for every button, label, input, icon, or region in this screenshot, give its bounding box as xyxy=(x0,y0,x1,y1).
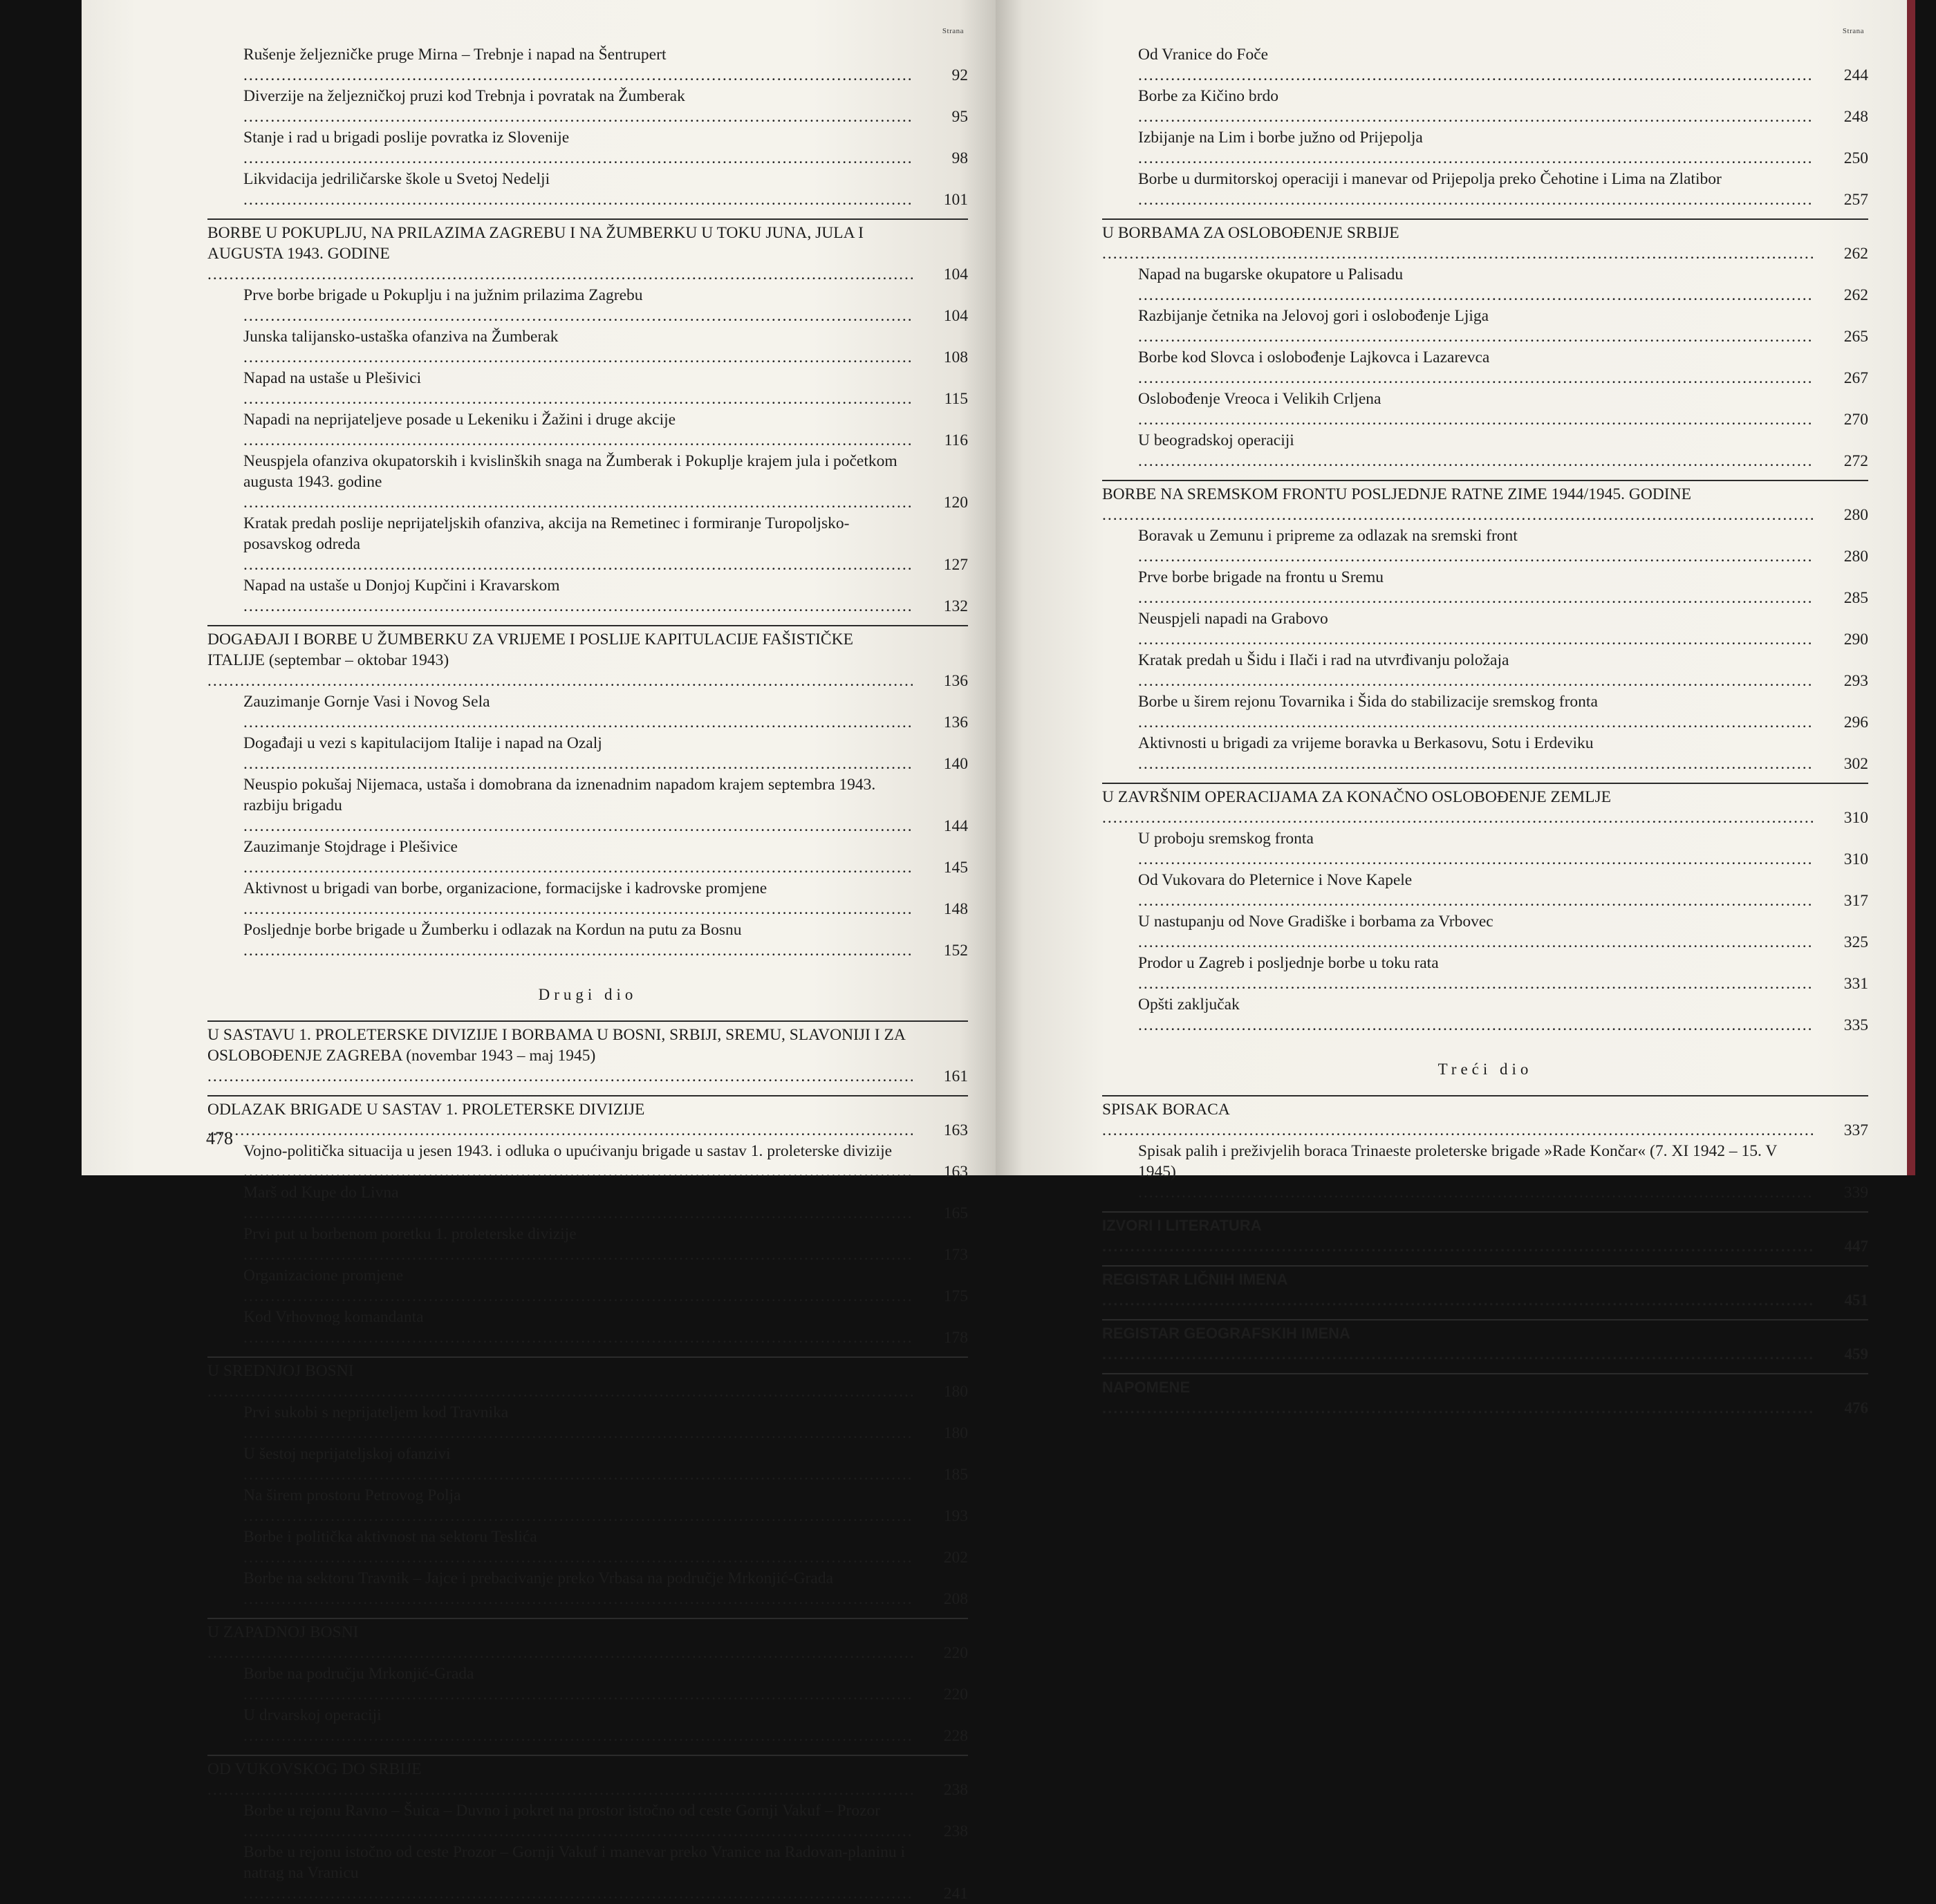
toc-entry-title: Stanje i rad u brigadi poslije povratka iz Slovenije xyxy=(243,129,570,147)
section-heading-page: 310 xyxy=(1843,809,1868,827)
toc-entry xyxy=(207,1224,968,1265)
toc-entry-title: Borbe u širem rejonu Tovarnika i Šida do stabilizacije sremskog fronta xyxy=(1138,693,1598,711)
toc-entry xyxy=(1102,389,1868,430)
toc-entry-title: Borbe u rejonu istočno od ceste Prozor – Gornji Vakuf i manevar preko Vranice na Radovan-planinu i natrag na Vranicu xyxy=(243,1843,906,1882)
section-heading-page: 104 xyxy=(943,265,968,283)
toc-entry-title: Diverzije na željezničkoj pruzi kod Trebnja i povratak na Žumberak xyxy=(243,87,685,105)
back-matter-entry-title: REGISTAR GEOGRAFSKIH IMENA xyxy=(1102,1325,1350,1342)
toc-entry-page: 116 xyxy=(944,431,968,449)
back-matter-entry-page: 459 xyxy=(1844,1345,1868,1363)
toc-entry-page: 165 xyxy=(943,1204,968,1222)
toc-entry-page: 173 xyxy=(943,1246,968,1264)
toc-entry-page: 193 xyxy=(943,1507,968,1525)
toc-section xyxy=(1102,44,1868,210)
back-matter-entry xyxy=(1102,1319,1868,1365)
toc-entry-page: 331 xyxy=(1843,975,1868,993)
toc-section xyxy=(1102,1095,1868,1203)
toc-entry-page: 208 xyxy=(943,1590,968,1608)
toc-entry-title: Prodor u Zagreb i posljednje borbe u toku rata xyxy=(1138,954,1439,972)
toc-entry xyxy=(1102,911,1868,953)
section-heading xyxy=(1102,480,1868,525)
toc-entry-title: Razbijanje četnika na Jelovoj gori i oslobođenje Ljiga xyxy=(1138,307,1489,325)
toc-entry-page: 280 xyxy=(1843,548,1868,566)
toc-entry-page: 296 xyxy=(1843,713,1868,731)
toc-entry xyxy=(207,1663,968,1705)
toc-entry-title: Napadi na neprijateljeve posade u Lekeniku i Žažini i druge akcije xyxy=(243,411,676,429)
toc-section xyxy=(207,44,968,210)
toc-entry xyxy=(207,44,968,86)
toc-entry-page: 262 xyxy=(1843,286,1868,304)
back-matter-entry-title: REGISTAR LIČNIH IMENA xyxy=(1102,1271,1288,1288)
toc-entry-title: U šestoj neprijateljskoj ofanzivi xyxy=(243,1445,451,1463)
toc-entry-title: Neuspjeli napadi na Grabovo xyxy=(1138,610,1328,628)
toc-entry-page: 325 xyxy=(1843,933,1868,951)
toc-entry xyxy=(1102,264,1868,306)
toc-entry-page: 95 xyxy=(951,108,968,126)
toc-entry xyxy=(1102,1141,1868,1203)
toc-entry xyxy=(207,285,968,326)
toc-entry-title: Neuspjela ofanziva okupatorskih i kvislinških snaga na Žumberak i Pokuplje krajem jula i početkom augusta 1943. godine xyxy=(243,452,897,491)
toc-entry xyxy=(1102,169,1868,210)
toc-entry-page: 140 xyxy=(943,755,968,773)
toc-entry-title: Organizacione promjene xyxy=(243,1267,404,1285)
toc-entry-page: 285 xyxy=(1843,589,1868,607)
toc-entry-page: 220 xyxy=(943,1686,968,1704)
toc-entry-page: 248 xyxy=(1843,108,1868,126)
toc-entry-title: Prvi sukobi s neprijateljem kod Travnika xyxy=(243,1403,509,1421)
toc-entry xyxy=(1102,430,1868,472)
toc-entry xyxy=(207,1182,968,1224)
section-heading-title: BORBE NA SREMSKOM FRONTU POSLJEDNJE RATNE ZIME 1944/1945. GODINE xyxy=(1102,485,1691,503)
section-heading xyxy=(207,1618,968,1663)
section-heading-page: 180 xyxy=(943,1383,968,1401)
toc-entry-page: 270 xyxy=(1843,411,1868,429)
toc-entry-title: Borbe za Kičino brdo xyxy=(1138,87,1278,105)
toc-entry-page: 101 xyxy=(943,191,968,209)
strana-label: Strana xyxy=(942,27,964,35)
toc-entry-title: Neuspio pokušaj Nijemaca, ustaša i domobrana da iznenadnim napadom krajem septembra 1943. razbiju brigadu xyxy=(243,776,876,814)
toc-entry xyxy=(207,368,968,409)
toc-entry xyxy=(207,837,968,878)
strana-label: Strana xyxy=(1842,27,1864,35)
toc-entry xyxy=(1102,953,1868,994)
section-heading-page: 220 xyxy=(943,1644,968,1662)
toc-entry-page: 108 xyxy=(943,348,968,366)
toc-entry-page: 175 xyxy=(943,1287,968,1305)
toc-entry-page: 145 xyxy=(943,859,968,877)
toc-entry xyxy=(207,86,968,127)
section-heading-title: ODLAZAK BRIGADE U SASTAV 1. PROLETERSKE DIVIZIJE xyxy=(207,1101,645,1119)
toc-entry-title: U beogradskoj operaciji xyxy=(1138,431,1294,449)
toc-entry xyxy=(1102,567,1868,608)
section-heading-title: SPISAK BORACA xyxy=(1102,1101,1230,1119)
section-heading-title: DOGAĐAJI I BORBE U ŽUMBERKU ZA VRIJEME I POSLIJE KAPITULACIJE FAŠISTIČKE ITALIJE (septembar – oktobar 1943) xyxy=(207,631,853,669)
toc-entry xyxy=(1102,870,1868,911)
toc-section xyxy=(207,1356,968,1609)
toc-entry xyxy=(1102,650,1868,691)
section-heading-page: 161 xyxy=(943,1067,968,1085)
toc-entry-title: Junska talijansko-ustaška ofanziva na Žumberak xyxy=(243,328,559,346)
toc-entry-page: 178 xyxy=(943,1329,968,1347)
toc-entry-title: Zauzimanje Stojdrage i Plešivice xyxy=(243,838,458,856)
toc-entry-title: Kratak predah u Šidu i Ilači i rad na utvrđivanju položaja xyxy=(1138,651,1509,669)
toc-entry-title: Borbe u rejonu Ravno – Šuica – Duvno i pokret na prostor istočno od ceste Gornji Vakuf – Prozor xyxy=(243,1802,881,1820)
toc-entry xyxy=(207,169,968,210)
toc-entry-title: Napad na bugarske okupatore u Palisadu xyxy=(1138,265,1404,283)
toc-entry xyxy=(1102,347,1868,389)
toc-entry-page: 302 xyxy=(1843,755,1868,773)
back-matter-entry-page: 451 xyxy=(1844,1291,1868,1309)
toc-section xyxy=(1102,218,1868,472)
toc-entry-title: Prvi put u borbenom poretku 1. proleterske divizije xyxy=(243,1225,577,1243)
toc-entry-title: Prve borbe brigade u Pokuplju i na južnim prilazima Zagrebu xyxy=(243,286,643,304)
toc-section xyxy=(207,1755,968,1904)
toc-entry-page: 250 xyxy=(1843,149,1868,167)
toc-entry-title: Spisak palih i preživjelih boraca Trinaeste proleterske brigade »Rade Končar« (7. XI 1942 – 15. V 1945) xyxy=(1138,1142,1777,1181)
toc-entry-title: Borbe kod Slovca i oslobođenje Lajkovca i Lazarevca xyxy=(1138,348,1490,366)
toc-entry xyxy=(1102,691,1868,733)
toc-entry-page: 152 xyxy=(943,942,968,960)
toc-entry-title: Posljednje borbe brigade u Žumberku i odlazak na Kordun na putu za Bosnu xyxy=(243,921,742,939)
toc-entry-title: Borbe i politička aktivnost na sektoru Teslića xyxy=(243,1528,537,1546)
toc-entry-page: 144 xyxy=(943,817,968,835)
section-heading-title: OD VUKOVSKOG DO SRBIJE xyxy=(207,1760,422,1778)
back-matter-section xyxy=(1102,1373,1868,1419)
toc-entry-title: Vojno-politička situacija u jesen 1943. i odluka o upućivanju brigade u sastav 1. proleterske divizije xyxy=(243,1142,893,1160)
section-heading-title: U ZAVRŠNIM OPERACIJAMA ZA KONAČNO OSLOBOĐENJE ZEMLJE xyxy=(1102,788,1611,806)
section-heading-title: BORBE U POKUPLJU, NA PRILAZIMA ZAGREBU I NA ŽUMBERKU U TOKU JUNA, JULA I AUGUSTA 1943. GODINE xyxy=(207,224,864,263)
back-matter-entry-title: NAPOMENE xyxy=(1102,1379,1191,1396)
toc-entry-title: Aktivnost u brigadi van borbe, organizacione, formacijske i kadrovske promjene xyxy=(243,879,767,897)
toc-entry xyxy=(207,1485,968,1527)
toc-entry-title: U nastupanju od Nove Gradiške i borbama za Vrbovec xyxy=(1138,913,1493,931)
toc-entry-page: 272 xyxy=(1843,452,1868,470)
toc-entry xyxy=(207,1444,968,1485)
section-heading xyxy=(1102,783,1868,828)
toc-entry xyxy=(207,513,968,575)
left-page xyxy=(82,0,996,1903)
section-heading xyxy=(207,218,968,285)
toc-entry xyxy=(207,1705,968,1746)
part-heading: Treći dio xyxy=(1437,1061,1533,1078)
toc-entry-title: Rušenje željezničke pruge Mirna – Trebnje i napad na Šentrupert xyxy=(243,46,667,64)
toc-entry-page: 317 xyxy=(1843,892,1868,910)
back-matter-entry xyxy=(1102,1211,1868,1257)
toc-entry xyxy=(207,1842,968,1904)
toc-entry-page: 132 xyxy=(943,597,968,615)
toc-entry-page: 265 xyxy=(1843,328,1868,346)
toc-entry-title: Napad na ustaše u Plešivici xyxy=(243,369,422,387)
part-heading: Drugi dio xyxy=(538,986,637,1003)
toc-entry-page: 148 xyxy=(943,900,968,918)
toc-entry-page: 244 xyxy=(1843,66,1868,84)
toc-entry-page: 136 xyxy=(943,713,968,731)
toc-entry-title: Oslobođenje Vreoca i Velikih Crljena xyxy=(1138,390,1381,408)
toc-entry-title: Na širem prostoru Petrovog Polja xyxy=(243,1486,461,1504)
right-toc xyxy=(1102,26,1868,1419)
toc-entry-page: 92 xyxy=(951,66,968,84)
section-heading xyxy=(1102,218,1868,264)
toc-entry-title: Kod Vrhovnog komandanta xyxy=(243,1308,424,1326)
section-heading-title: U BORBAMA ZA OSLOBOĐENJE SRBIJE xyxy=(1102,224,1399,242)
toc-entry xyxy=(207,1307,968,1348)
toc-entry-page: 310 xyxy=(1843,850,1868,868)
toc-entry-page: 104 xyxy=(943,307,968,325)
toc-entry-title: Marš od Kupe do Livna xyxy=(243,1184,399,1202)
toc-entry xyxy=(207,1800,968,1842)
toc-entry-page: 120 xyxy=(943,494,968,512)
toc-entry-page: 257 xyxy=(1843,191,1868,209)
back-matter-entry xyxy=(1102,1265,1868,1311)
toc-entry-title: U proboju sremskog fronta xyxy=(1138,830,1314,848)
toc-entry-title: Borbe na području Mrkonjić-Grada xyxy=(243,1665,474,1683)
toc-entry xyxy=(207,774,968,837)
toc-entry-title: Od Vranice do Foče xyxy=(1138,46,1269,64)
toc-entry xyxy=(207,409,968,451)
toc-entry-page: 293 xyxy=(1843,672,1868,690)
toc-entry xyxy=(207,1402,968,1444)
toc-section xyxy=(207,1095,968,1348)
toc-entry-title: Opšti zaključak xyxy=(1138,996,1240,1014)
toc-section xyxy=(1102,480,1868,774)
toc-entry xyxy=(207,326,968,368)
toc-entry-page: 267 xyxy=(1843,369,1868,387)
toc-entry-page: 185 xyxy=(943,1466,968,1484)
section-heading xyxy=(1102,1095,1868,1141)
toc-entry-title: Od Vukovara do Pleternice i Nove Kapele xyxy=(1138,871,1413,889)
toc-entry xyxy=(207,1265,968,1307)
toc-section xyxy=(207,625,968,961)
toc-entry xyxy=(207,451,968,513)
toc-entry xyxy=(207,1527,968,1568)
right-page xyxy=(996,0,1907,1417)
toc-entry-page: 241 xyxy=(943,1885,968,1903)
toc-entry-page: 228 xyxy=(943,1727,968,1745)
toc-entry xyxy=(207,1141,968,1182)
left-toc xyxy=(207,26,968,1904)
toc-entry-page: 115 xyxy=(944,390,968,408)
toc-entry-title: Prve borbe brigade na frontu u Sremu xyxy=(1138,568,1384,586)
toc-entry xyxy=(207,878,968,920)
toc-entry xyxy=(1102,306,1868,347)
page-number: 478 xyxy=(206,1128,233,1148)
toc-entry xyxy=(207,733,968,774)
toc-entry-page: 180 xyxy=(943,1424,968,1442)
toc-entry-title: Kratak predah poslije neprijateljskih ofanziva, akcija na Remetinec i formiranje Turopoljsko-posavskog odreda xyxy=(243,514,850,553)
back-matter-section xyxy=(1102,1265,1868,1311)
toc-entry xyxy=(1102,608,1868,650)
toc-entry-page: 98 xyxy=(951,149,968,167)
back-matter-entry-page: 476 xyxy=(1844,1399,1868,1417)
toc-entry-title: Boravak u Zemunu i pripreme za odlazak na sremski front xyxy=(1138,527,1518,545)
toc-entry xyxy=(1102,86,1868,127)
toc-entry xyxy=(207,575,968,617)
back-matter-section xyxy=(1102,1319,1868,1365)
toc-entry-page: 339 xyxy=(1843,1184,1868,1202)
toc-entry-page: 163 xyxy=(943,1163,968,1181)
toc-section xyxy=(207,1618,968,1746)
toc-entry xyxy=(207,920,968,961)
toc-section xyxy=(207,218,968,617)
toc-entry-page: 335 xyxy=(1843,1016,1868,1034)
toc-entry xyxy=(1102,733,1868,774)
toc-entry xyxy=(207,691,968,733)
toc-entry xyxy=(1102,525,1868,567)
toc-entry-title: Napad na ustaše u Donjoj Kupčini i Kravarskom xyxy=(243,577,560,595)
section-heading-title: U SREDNJOJ BOSNI xyxy=(207,1362,354,1380)
section-heading-page: 337 xyxy=(1843,1121,1868,1139)
section-heading-title: U SASTAVU 1. PROLETERSKE DIVIZIJE I BORBAMA U BOSNI, SRBIJI, SREMU, SLAVONIJI I ZA OSLOBOĐENJE ZAGREBA (novembar 1943 – maj 1945) xyxy=(207,1026,905,1065)
section-heading xyxy=(207,1356,968,1402)
section-heading-page: 136 xyxy=(943,672,968,690)
back-matter-entry-title: IZVORI I LITERATURA xyxy=(1102,1217,1262,1234)
toc-entry-title: Izbijanje na Lim i borbe južno od Prijepolja xyxy=(1138,129,1423,147)
toc-entry xyxy=(1102,44,1868,86)
section-heading-page: 262 xyxy=(1843,245,1868,263)
toc-entry-page: 238 xyxy=(943,1822,968,1840)
toc-entry xyxy=(1102,994,1868,1036)
toc-section xyxy=(207,1020,968,1087)
toc-entry xyxy=(207,1568,968,1609)
toc-entry-title: Aktivnosti u brigadi za vrijeme boravka u Berkasovu, Sotu i Erdeviku xyxy=(1138,734,1594,752)
back-matter-section xyxy=(1102,1211,1868,1257)
toc-entry-title: Borbe na sektoru Travnik – Jajce i prebacivanje preko Vrbasa na područje Mrkonjić-Grada xyxy=(243,1569,834,1587)
toc-entry-page: 202 xyxy=(943,1549,968,1567)
section-heading-page: 238 xyxy=(943,1781,968,1799)
toc-entry xyxy=(1102,828,1868,870)
section-heading-title: U ZAPADNOJ BOSNI xyxy=(207,1623,359,1641)
toc-entry-title: Likvidacija jedriličarske škole u Svetoj Nedelji xyxy=(243,170,550,188)
toc-entry xyxy=(1102,127,1868,169)
back-matter-entry-page: 447 xyxy=(1844,1238,1868,1255)
section-heading-page: 163 xyxy=(943,1121,968,1139)
toc-entry xyxy=(207,127,968,169)
toc-entry-title: Zauzimanje Gornje Vasi i Novog Sela xyxy=(243,693,490,711)
section-heading xyxy=(207,1020,968,1087)
toc-section xyxy=(1102,783,1868,1036)
section-heading xyxy=(207,625,968,691)
toc-entry-page: 127 xyxy=(943,556,968,574)
section-heading-page: 280 xyxy=(1843,506,1868,524)
section-heading xyxy=(207,1755,968,1800)
back-matter-entry xyxy=(1102,1373,1868,1419)
section-heading xyxy=(207,1095,968,1141)
toc-entry-title: Događaji u vezi s kapitulacijom Italije i napad na Ozalj xyxy=(243,734,602,752)
toc-entry-page: 290 xyxy=(1843,631,1868,648)
toc-entry-title: U drvarskoj operaciji xyxy=(243,1706,382,1724)
toc-entry-title: Borbe u durmitorskoj operaciji i manevar od Prijepolja preko Čehotine i Lima na Zlatibor xyxy=(1138,170,1722,188)
